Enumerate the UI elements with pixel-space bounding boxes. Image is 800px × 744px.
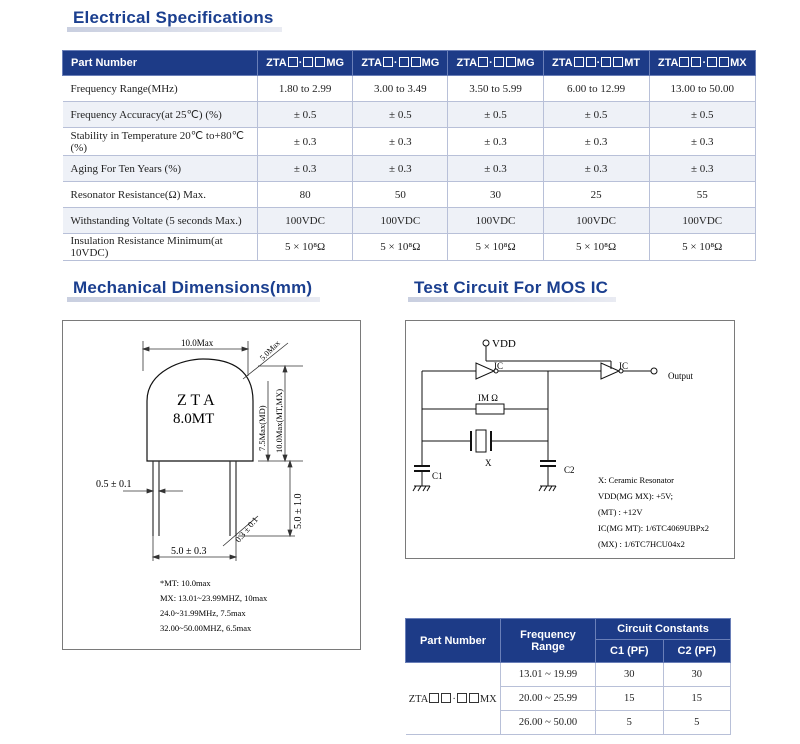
part-prefix: ZTA: [266, 57, 287, 69]
circuit-legend-line: X: Ceramic Resonator: [598, 475, 675, 485]
part-dot: ·: [596, 57, 601, 69]
part-prefix: ZTA: [552, 57, 573, 69]
spec-value-cell: 5 × 10⁸Ω: [543, 234, 649, 261]
spec-row-label: Frequency Range(MHz): [63, 76, 258, 102]
part-dot: ·: [452, 693, 456, 705]
spec-row-label: Insulation Resistance Minimum(at 10VDC): [63, 234, 258, 261]
spec-value-cell: ± 0.5: [649, 102, 756, 128]
inverter-ic1: [476, 363, 494, 379]
constants-frequency-range-header: Frequency Range: [501, 619, 596, 663]
circuit-legend-line: VDD(MG MX): +5V;: [598, 491, 673, 501]
spec-value-cell: ± 0.3: [649, 156, 756, 182]
c2-value-cell: 15: [663, 687, 731, 711]
constants-table-body: [406, 663, 731, 735]
spec-value-cell: ± 0.5: [258, 102, 353, 128]
output-terminal: [651, 368, 657, 374]
spec-value-cell: 100VDC: [258, 208, 353, 234]
spec-value-cell: 30: [448, 182, 543, 208]
placeholder-box: [691, 57, 701, 67]
placeholder-box: [411, 57, 421, 67]
part-dot: ·: [489, 57, 493, 69]
circuit-legend-line: (MX) : 1/6TC7HCU04x2: [598, 539, 685, 549]
spec-value-cell: 80: [258, 182, 353, 208]
thickness-label: 5.0Max: [258, 338, 282, 363]
spec-row-label: Aging For Ten Years (%): [63, 156, 258, 182]
spec-value-cell: 6.00 to 12.99: [543, 76, 649, 102]
body-marking-line2: 8.0MT: [173, 411, 215, 427]
constants-header-row: [406, 619, 731, 640]
placeholder-box: [613, 57, 623, 67]
mechanical-note: MX: 13.01~23.99MHZ, 10max: [160, 593, 268, 603]
placeholder-box: [574, 57, 584, 67]
frequency-range-cell: 13.01 ~ 19.99: [501, 663, 596, 687]
c2-value-cell: 5: [663, 711, 731, 735]
placeholder-box: [586, 57, 596, 67]
part-number-column-header: [353, 51, 448, 76]
mechanical-dimensions-heading: Mechanical Dimensions(mm): [73, 278, 312, 298]
spec-value-cell: 25: [543, 182, 649, 208]
placeholder-box: [288, 57, 298, 67]
spec-row: [63, 234, 756, 261]
placeholder-box: [601, 57, 611, 67]
ic1-label: IC: [494, 361, 503, 371]
c2-label: C2: [564, 465, 575, 475]
placeholder-box: [494, 57, 504, 67]
part-dot: ·: [298, 57, 303, 69]
part-suffix: MG: [516, 57, 535, 69]
c1-value-cell: 5: [596, 711, 664, 735]
spec-value-cell: ± 0.3: [543, 156, 649, 182]
test-circuit-panel: [405, 320, 735, 559]
spec-value-cell: 13.00 to 50.00: [649, 76, 756, 102]
placeholder-box: [457, 693, 467, 703]
spec-value-cell: 55: [649, 182, 756, 208]
circuit-legend: [598, 475, 709, 549]
test-circuit-heading: Test Circuit For MOS IC: [414, 278, 608, 298]
spec-value-cell: ± 0.5: [448, 102, 543, 128]
part-prefix: ZTA: [657, 57, 679, 69]
spec-value-cell: ± 0.3: [353, 156, 448, 182]
placeholder-box: [719, 57, 729, 67]
part-dot: ·: [702, 57, 707, 69]
frequency-range-cell: 26.00 ~ 50.00: [501, 711, 596, 735]
mechanical-note: *MT: 10.0max: [160, 578, 211, 588]
lead-pitch-label: 5.0 ± 0.3: [171, 546, 207, 557]
constants-row: [406, 663, 731, 687]
spec-value-cell: 5 × 10⁸Ω: [649, 234, 756, 261]
spec-value-cell: 5 × 10⁸Ω: [258, 234, 353, 261]
spec-row: [63, 102, 756, 128]
c1-header: C1 (PF): [596, 640, 664, 663]
frequency-range-cell: 20.00 ~ 25.99: [501, 687, 596, 711]
lead-diameter-label: 0.5 ± 0.1: [96, 479, 132, 490]
spec-value-cell: 100VDC: [543, 208, 649, 234]
spec-value-cell: ± 0.3: [649, 128, 756, 156]
spec-value-cell: 3.00 to 3.49: [353, 76, 448, 102]
test-circuit-diagram: [406, 321, 734, 558]
mechanical-drawing: [63, 321, 360, 649]
output-label: Output: [668, 371, 694, 381]
spec-value-cell: 3.50 to 5.99: [448, 76, 543, 102]
height-md-label: 7.5Max(MD): [257, 405, 267, 451]
inverter-ic2: [601, 363, 619, 379]
part-number-column-header: [649, 51, 756, 76]
placeholder-box: [315, 57, 325, 67]
spec-row: [63, 156, 756, 182]
mechanical-notes: [160, 578, 268, 633]
spec-value-cell: 100VDC: [448, 208, 543, 234]
part-prefix: ZTA: [408, 693, 429, 705]
spec-table-body: [63, 76, 756, 261]
c2-value-cell: 30: [663, 663, 731, 687]
width-label: 10.0Max: [181, 338, 214, 348]
spec-value-cell: ± 0.3: [448, 128, 543, 156]
spec-value-cell: 5 × 10⁸Ω: [353, 234, 448, 261]
spec-value-cell: 5 × 10⁸Ω: [448, 234, 543, 261]
spec-value-cell: ± 0.3: [353, 128, 448, 156]
placeholder-box: [399, 57, 409, 67]
resistor-label: IM Ω: [478, 393, 498, 403]
placeholder-box: [303, 57, 313, 67]
part-suffix: MG: [326, 57, 345, 69]
circuit-constants-table: [405, 618, 731, 735]
placeholder-box: [679, 57, 689, 67]
circuit-constants-header: Circuit Constants: [596, 619, 731, 640]
spec-row: [63, 76, 756, 102]
c2-header: C2 (PF): [663, 640, 731, 663]
placeholder-box: [478, 57, 488, 67]
placeholder-box: [506, 57, 516, 67]
mechanical-note: 32.00~50.00MHZ, 6.5max: [160, 623, 252, 633]
part-number-column-header: [258, 51, 353, 76]
c1-value-cell: 15: [596, 687, 664, 711]
electrical-spec-table: [62, 50, 756, 261]
mechanical-note: 24.0~31.99MHz, 7.5max: [160, 608, 246, 618]
spec-value-cell: ± 0.3: [543, 128, 649, 156]
spec-value-cell: ± 0.3: [448, 156, 543, 182]
height-mt-label: 10.0Max(MT,MX): [274, 388, 284, 453]
spec-row-label: Withstanding Voltate (5 seconds Max.): [63, 208, 258, 234]
c1-label: C1: [432, 471, 443, 481]
electrical-specifications-heading: Electrical Specifications: [73, 8, 274, 28]
constants-part-number-cell: [406, 663, 501, 735]
spec-row-label: Stability in Temperature 20℃ to+80℃(%): [63, 128, 258, 156]
spec-table-header-row: [63, 51, 756, 76]
spec-value-cell: ± 0.5: [353, 102, 448, 128]
crystal-label: X: [485, 458, 492, 468]
spec-value-cell: 100VDC: [353, 208, 448, 234]
body-marking-line1: Z T A: [177, 392, 215, 409]
part-suffix: MT: [624, 57, 641, 69]
spec-value-cell: ± 0.3: [258, 156, 353, 182]
placeholder-box: [441, 693, 451, 703]
placeholder-box: [429, 693, 439, 703]
vdd-terminal: [483, 340, 489, 346]
spec-value-cell: 100VDC: [649, 208, 756, 234]
circuit-legend-line: (MT) : +12V: [598, 507, 643, 517]
spec-row: [63, 128, 756, 156]
part-prefix: ZTA: [361, 57, 382, 69]
spec-row-label: Frequency Accuracy(at 25℃) (%): [63, 102, 258, 128]
part-suffix: MX: [479, 693, 497, 705]
spec-row: [63, 208, 756, 234]
lead-thickness-label: 0.3 ± 0.1: [232, 514, 260, 545]
part-suffix: MX: [730, 57, 747, 69]
vdd-label: VDD: [492, 338, 516, 350]
part-suffix: MG: [421, 57, 440, 69]
placeholder-box: [707, 57, 717, 67]
spec-value-cell: 1.80 to 2.99: [258, 76, 353, 102]
part-prefix: ZTA: [456, 57, 478, 69]
spec-value-cell: ± 0.5: [543, 102, 649, 128]
spec-row: [63, 182, 756, 208]
ic2-label: IC: [619, 361, 628, 371]
placeholder-box: [469, 693, 479, 703]
lead-length-label: 5.0 ± 1.0: [293, 493, 304, 529]
c1-value-cell: 30: [596, 663, 664, 687]
circuit-legend-line: IC(MG MT): 1/6TC4069UBPx2: [598, 523, 709, 533]
placeholder-box: [383, 57, 393, 67]
part-number-column-header: [448, 51, 543, 76]
spec-row-label: Resonator Resistance(Ω) Max.: [63, 182, 258, 208]
spec-value-cell: ± 0.3: [258, 128, 353, 156]
part-number-column-header: [543, 51, 649, 76]
constants-part-number-header: Part Number: [406, 619, 501, 663]
mechanical-dimensions-panel: [62, 320, 361, 650]
part-number-header: Part Number: [63, 51, 258, 76]
spec-value-cell: 50: [353, 182, 448, 208]
part-dot: ·: [393, 57, 398, 69]
